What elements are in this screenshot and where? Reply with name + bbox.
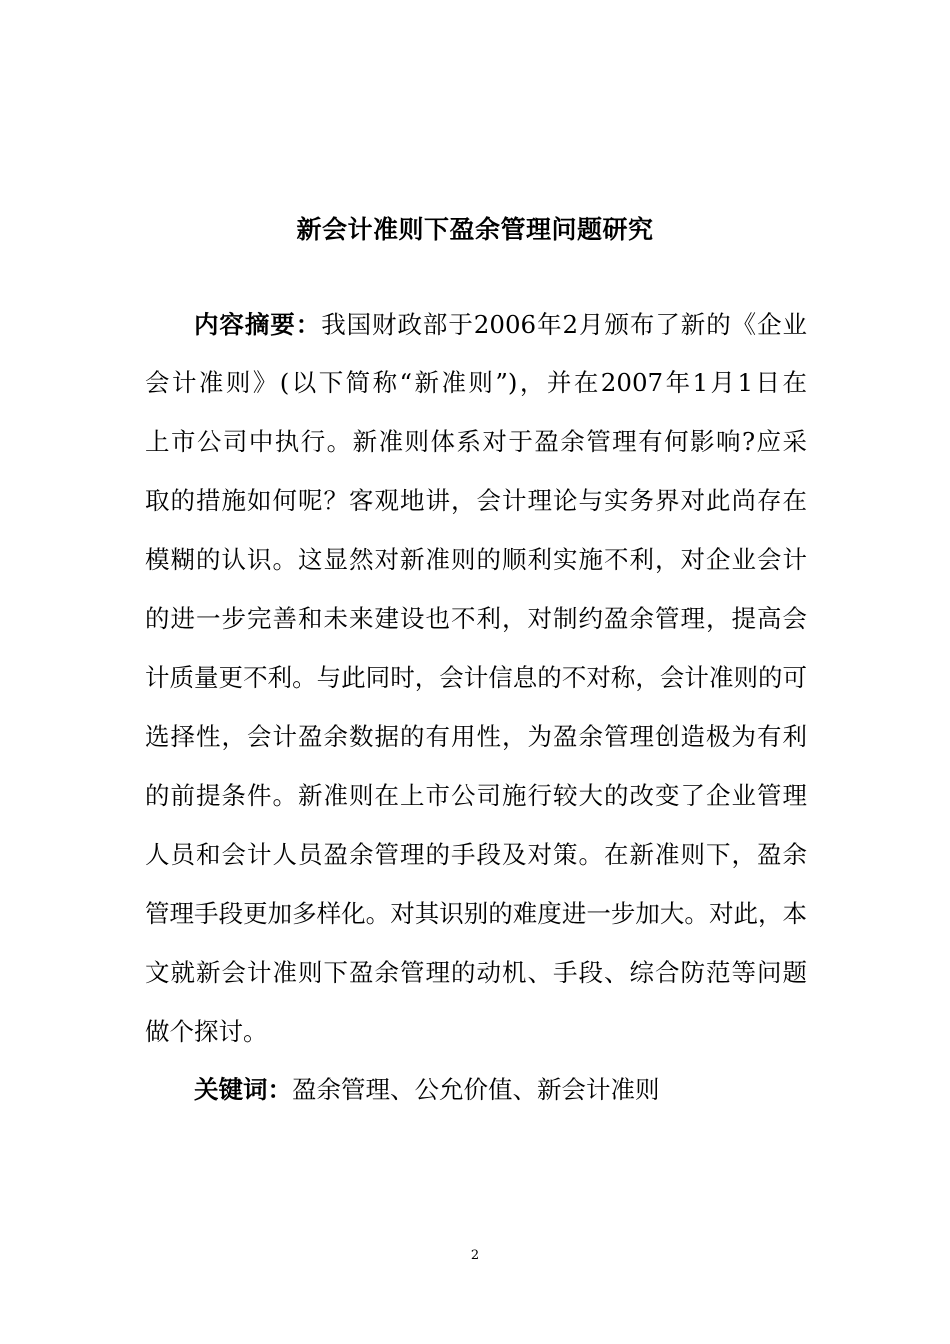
abstract-line: 文就新会计准则下盈余管理的动机、手段、综合防范等问题	[145, 958, 807, 987]
abstract-text: 我国财政部于2006年2月颁布了新的《企业	[321, 310, 807, 339]
keywords-text: 盈余管理、公允价值、新会计准则	[292, 1075, 660, 1104]
abstract-line: 上市公司中执行。新准则体系对于盈余管理有何影响?应采	[145, 427, 807, 456]
abstract-line: 模糊的认识。这显然对新准则的顺利实施不利，对企业会计	[145, 545, 807, 574]
keywords-line	[194, 1070, 807, 1110]
abstract-line	[194, 305, 807, 345]
document-title: 新会计准则下盈余管理问题研究	[296, 215, 654, 244]
abstract-line: 取的措施如何呢？客观地讲，会计理论与实务界对此尚存在	[145, 486, 807, 515]
abstract-line: 做个探讨。	[145, 1017, 268, 1046]
abstract-label: 内容摘要：	[194, 310, 322, 339]
abstract-line: 计质量更不利。与此同时，会计信息的不对称，会计准则的可	[145, 663, 807, 692]
page-number: 2	[470, 1248, 480, 1263]
keywords-label: 关键词：	[194, 1075, 292, 1104]
abstract-line: 管理手段更加多样化。对其识别的难度进一步加大。对此，本	[145, 899, 807, 928]
abstract-line: 的进一步完善和未来建设也不利，对制约盈余管理，提高会	[145, 604, 807, 633]
abstract-line: 的前提条件。新准则在上市公司施行较大的改变了企业管理	[145, 781, 807, 810]
abstract-line: 人员和会计人员盈余管理的手段及对策。在新准则下，盈余	[145, 840, 807, 869]
abstract-line: 会计准则》(以下简称“新准则”)，并在2007年1月1日在	[145, 368, 807, 397]
abstract-line: 选择性，会计盈余数据的有用性，为盈余管理创造极为有利	[145, 722, 807, 751]
